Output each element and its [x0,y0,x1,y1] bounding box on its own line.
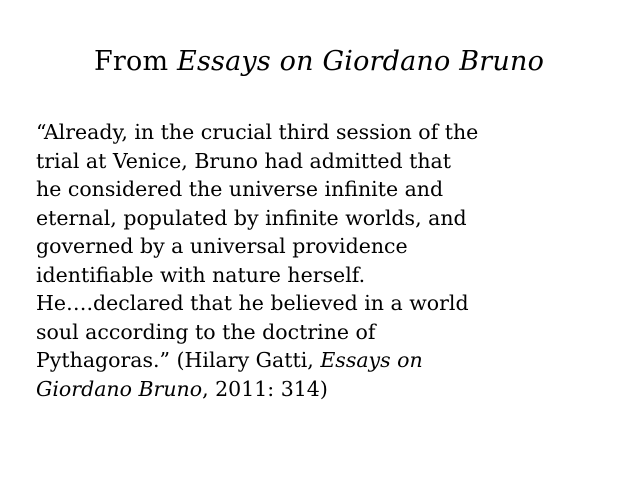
title-book-name: Essays on Giordano Bruno [177,46,545,77]
quote-line: soul according to the doctrine of [36,319,376,344]
quote-citation-line [36,375,616,404]
quote-block [36,118,616,403]
citation-book-title-part1: Essays on [320,348,423,372]
quote-line: trial at Venice, Bruno had admitted that [36,148,452,173]
quote-line: He….declared that he believed in a world [36,291,469,315]
title-prefix: From [93,46,178,77]
quote-line: identifiable with nature herself. [36,262,366,287]
citation-text: Pythagoras.” (Hilary Gatti, [36,348,321,372]
citation-book-title-part2: Giordano Bruno [36,376,203,401]
quote-line: eternal, populated by infinite worlds, and [36,205,467,230]
quote-line: “Already, in the crucial third session of the [36,120,479,144]
quote-citation-line [36,346,616,375]
quote-line: he considered the universe infinite and [36,177,444,201]
quote-line: governed by a universal providence [36,234,408,258]
slide-title [0,44,638,80]
citation-year-page: , 2011: 314) [202,376,328,401]
